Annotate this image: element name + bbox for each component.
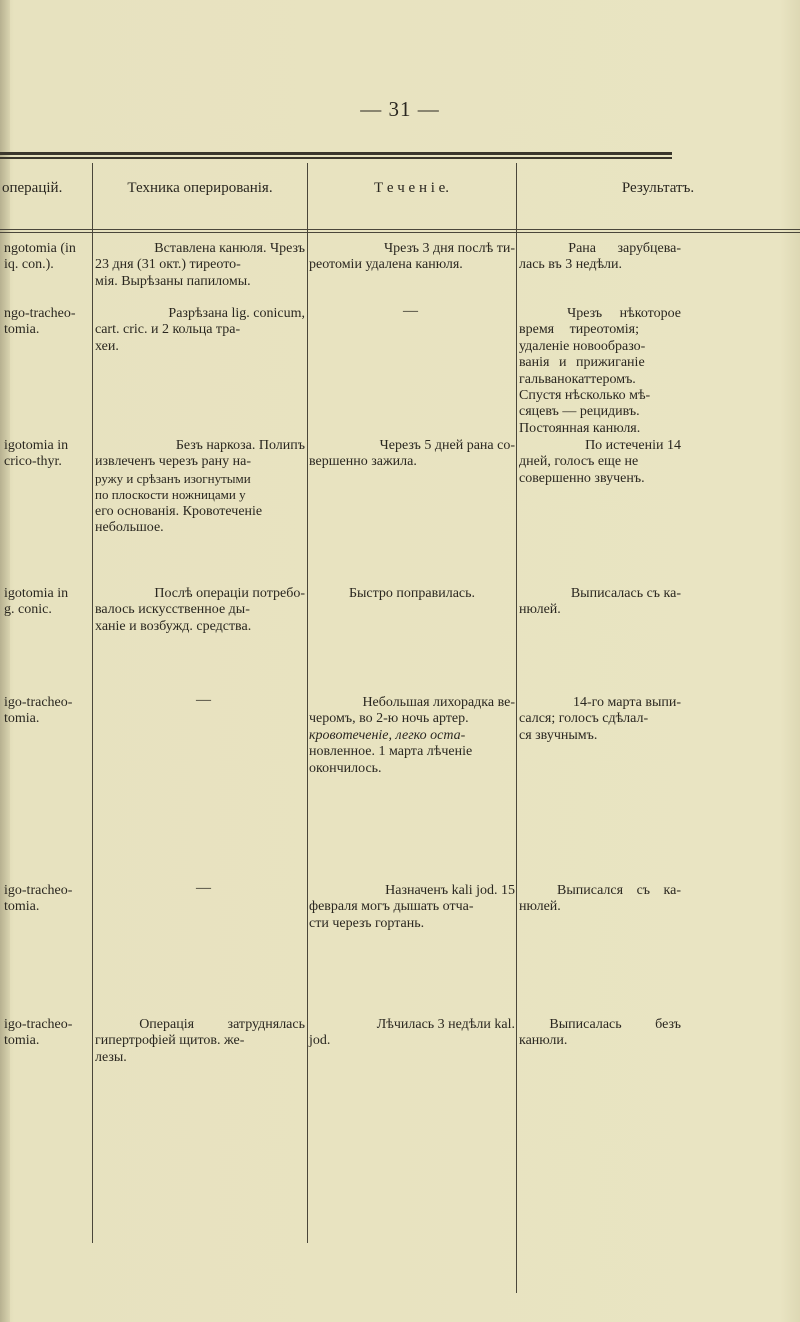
table-row-operation: igo-tracheo- tomia. (4, 883, 73, 915)
table-row-operation: igotomia in g. conic. (4, 586, 69, 618)
table-row-course: Черезъ 5 дней рана со- вершенно зажила. (309, 438, 515, 470)
table-row-operation: ngo-tracheo- tomia. (4, 306, 76, 338)
table-row-result: Выписалась съ ка- нюлей. (519, 586, 681, 618)
column-divider-2 (307, 163, 308, 1243)
table-row-result: 14-го марта выпи- сался; голосъ сдѣлал- ся звучнымъ. (519, 695, 681, 743)
column-divider-3 (516, 163, 517, 1293)
table-row-technique: Вставлена канюля. Чрезъ 23 дня (31 окт.) тиреото- мія. Вырѣзаны папиломы. (95, 241, 305, 289)
technique-dash: — (196, 880, 211, 896)
table-row-result: Выписалась безъ канюли. (519, 1017, 681, 1049)
table-top-rule (0, 152, 672, 155)
table-row-operation: igo-tracheo- tomia. (4, 695, 73, 727)
table-row-operation: igotomia in crico-thyr. (4, 438, 69, 470)
column-divider-1 (92, 163, 93, 1243)
header-technique: Техника оперированія. (127, 180, 273, 196)
technique-dash: — (196, 692, 211, 708)
table-row-result: По истеченіи 14 дней, голосъ еще не совершенно звученъ. (519, 438, 681, 486)
header-result: Результатъ. (621, 180, 695, 196)
course-dash: — (403, 303, 418, 319)
table-row-technique: Разрѣзана lig. conicum, cart. cric. и 2 кольца тра- хеи. (95, 306, 305, 354)
table-row-course: Небольшая лихорадка ве- черомъ, во 2-ю ночь артер. кровотеченіе, легко оста- новленное. 1 марта лѣченіе окончилось. (309, 695, 515, 776)
table-row-technique: Безъ наркоза. Полипъ извлеченъ черезъ рану на- ружу и срѣзанъ изогнутыми по плоскости ножницами у его основанія. Кровотеченіе небольшое. (95, 438, 305, 536)
page-gutter-shadow (0, 0, 10, 1322)
header-bottom-rule (0, 229, 800, 230)
header-operation: операцій. (2, 180, 63, 196)
table-row-operation: ngotomia (in iq. con.). (4, 241, 76, 273)
header-bottom-rule-2 (0, 232, 800, 233)
table-row-course: Лѣчилась 3 недѣли kal. jod. (309, 1017, 515, 1049)
table-row-technique: Операція затруднялась гипертрофіей щитов. же- лезы. (95, 1017, 305, 1065)
table-row-course: Быстро поправилась. (348, 586, 476, 601)
header-course: Т е ч е н і е. (373, 180, 450, 196)
table-row-result: Рана зарубцева- лась въ 3 недѣли. (519, 241, 681, 273)
table-top-rule-2 (0, 157, 672, 159)
table-row-operation: igo-tracheo- tomia. (4, 1017, 73, 1049)
table-row-course: Чрезъ 3 дня послѣ ти- реотоміи удалена канюля. (309, 241, 515, 273)
table-row-result: Чрезъ нѣкоторое время тиреотомія; удаленіе новообразо- ванія и прижиганіе гальванокаттеромъ. Спустя нѣсколько мѣ- сяцевъ — рецидивъ. Постоянная канюля. (519, 306, 681, 436)
table-row-result: Выписался съ ка- нюлей. (519, 883, 681, 915)
table-row-course: Назначенъ kali jod. 15 февраля могъ дышать отча- сти черезъ гортань. (309, 883, 515, 931)
page-number: — 31 — (360, 97, 440, 121)
table-row-technique: Послѣ операціи потребо- валось искусственное ды- ханіе и возбужд. средства. (95, 586, 305, 634)
